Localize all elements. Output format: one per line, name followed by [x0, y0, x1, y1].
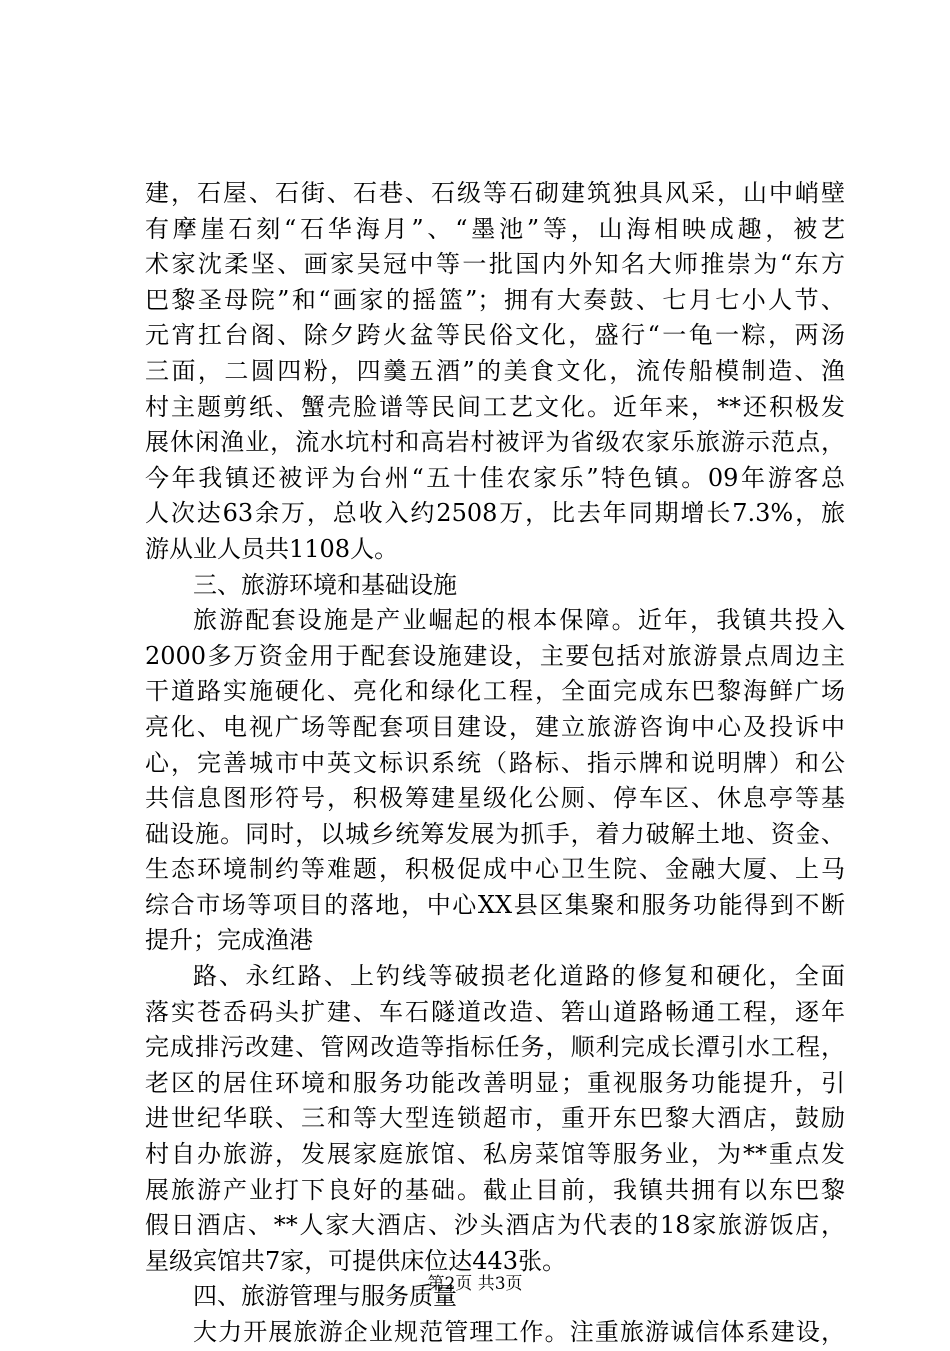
text-line: 建，石屋、石街、石巷、石级等石砌建筑独具风采，山中峭壁 — [145, 179, 845, 207]
text-line: 提升；完成渔港 — [145, 926, 313, 955]
text-line: 三面，二圆四粉，四羹五酒”的美食文化，流传船模制造、渔 — [145, 356, 845, 385]
page-number-footer: 第2页 共3页 — [427, 1274, 523, 1294]
text-line: 旅游配套设施是产业崛起的根本保障。近年，我镇共投入 — [193, 606, 845, 635]
text-line: 础设施。同时，以城乡统筹发展为抓手，着力破解土地、资金、 — [145, 819, 845, 848]
text-line: 游从业人员共1108人。 — [145, 534, 399, 563]
text-line: 元宵扛台阁、除夕跨火盆等民俗文化，盛行“一龟一粽，两汤 — [145, 321, 845, 350]
text-line: 展旅游产业打下良好的基础。截止目前，我镇共拥有以东巴黎 — [145, 1175, 845, 1204]
section-heading: 四、旅游管理与服务质量 — [193, 1282, 457, 1311]
text-line: 星级宾馆共7家，可提供床位达443张。 — [145, 1246, 567, 1275]
document-body — [145, 176, 845, 1351]
text-line: 老区的居住环境和服务功能改善明显；重视服务功能提升，引 — [145, 1068, 845, 1097]
text-line: 干道路实施硬化、亮化和绿化工程，全面完成东巴黎海鲜广场 — [145, 677, 845, 706]
text-line: 亮化、电视广场等配套项目建设，建立旅游咨询中心及投诉中 — [145, 712, 845, 741]
text-line: 路、永红路、上钓线等破损老化道路的修复和硬化，全面 — [193, 962, 845, 991]
text-line: 展休闲渔业，流水坑村和高岩村被评为省级农家乐旅游示范点， — [145, 428, 845, 457]
text-line: 村主题剪纸、蟹壳脸谱等民间工艺文化。近年来，**还积极发 — [145, 392, 845, 421]
text-line: 巴黎圣母院”和“画家的摇篮”；拥有大奏鼓、七月七小人节、 — [145, 285, 845, 314]
text-line: 有摩崖石刻“石华海月”、“墨池”等，山海相映成趣，被艺 — [145, 214, 845, 243]
text-line: 村自办旅游，发展家庭旅馆、私房菜馆等服务业，为**重点发 — [145, 1140, 845, 1169]
section-heading: 三、旅游环境和基础设施 — [193, 570, 457, 599]
text-line: 假日酒店、**人家大酒店、沙头酒店为代表的18家旅游饭店， — [145, 1211, 845, 1240]
text-line: 生态环境制约等难题，积极促成中心卫生院、金融大厦、上马 — [145, 855, 845, 884]
text-line: 2000多万资金用于配套设施建设，主要包括对旅游景点周边主 — [145, 641, 845, 670]
text-line: 大力开展旅游企业规范管理工作。注重旅游诚信体系建设， — [193, 1318, 845, 1346]
text-line: 共信息图形符号，积极筹建星级化公厕、停车区、休息亭等基 — [145, 784, 845, 813]
text-line: 落实苍岙码头扩建、车石隧道改造、箬山道路畅通工程，逐年 — [145, 997, 845, 1026]
text-line: 人次达63余万，总收入约2508万，比去年同期增长7.3%，旅 — [145, 499, 845, 528]
text-line: 术家沈柔坚、画家吴冠中等一批国内外知名大师推崇为“东方 — [145, 250, 845, 279]
text-line: 今年我镇还被评为台州“五十佳农家乐”特色镇。09年游客总 — [145, 463, 845, 492]
text-line: 进世纪华联、三和等大型连锁超市，重开东巴黎大酒店，鼓励 — [145, 1104, 845, 1133]
text-line: 综合市场等项目的落地，中心XX县区集聚和服务功能得到不断 — [145, 890, 845, 919]
text-line: 心，完善城市中英文标识系统（路标、指示牌和说明牌）和公 — [145, 748, 845, 777]
text-line: 完成排污改建、管网改造等指标任务，顺利完成长潭引水工程， — [145, 1033, 845, 1062]
